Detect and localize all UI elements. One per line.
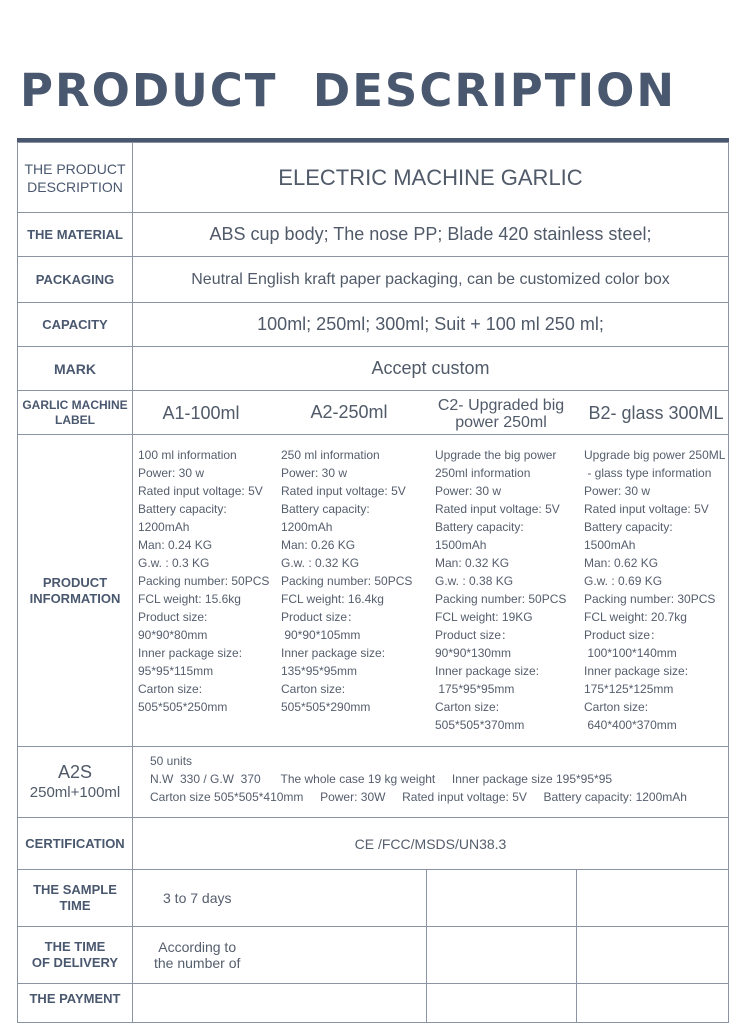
product-info-label: PRODUCT INFORMATION [17, 434, 133, 747]
info-line: Man: 0.32 KG [435, 556, 510, 570]
certification-value: CE /FCC/MSDS/UN38.3 [132, 817, 729, 870]
info-line: 1200mAh [281, 520, 333, 534]
sample-time-blank-1 [426, 869, 577, 927]
info-line: Power: 30 w [435, 484, 502, 498]
capacity-value: 100ml; 250ml; 300ml; Suit + 100 ml 250 ml; [132, 302, 729, 347]
info-line: Upgrade big power 250ML [584, 448, 726, 462]
info-line: Power: 30 w [281, 466, 348, 480]
info-line: FCL weight: 16.4kg [281, 592, 384, 606]
info-line: 100 ml information [138, 448, 237, 462]
info-line: 175*125*125mm [584, 682, 674, 696]
info-line: Rated input voltage: 5V [138, 484, 263, 498]
sample-time-value: 3 to 7 days [132, 869, 427, 927]
sample-time-blank-2 [576, 869, 729, 927]
info-line: Battery capacity: [435, 520, 524, 534]
info-line: Battery capacity: [281, 502, 370, 516]
info-line: 250ml information [435, 466, 531, 480]
mark-value: Accept custom [132, 346, 729, 391]
info-line: Inner package size: [138, 646, 243, 660]
material-label: THE MATERIAL [17, 212, 133, 257]
delivery-time-blank-1 [426, 926, 577, 984]
info-line: 505*505*290mm [281, 700, 371, 714]
info-line: 90*90*130mm [435, 646, 512, 660]
a2s-label-line1: A2S [57, 762, 93, 782]
info-line: Packing number: 50PCS [138, 574, 270, 588]
a2s-label-line2: 250ml+100ml [29, 784, 121, 801]
info-line: G.w. : 0.32 KG [281, 556, 360, 570]
info-line: Inner package size: [281, 646, 386, 660]
info-line: Product size： [584, 628, 663, 642]
info-line: 1500mAh [584, 538, 636, 552]
variant-a2: A2-250ml [310, 402, 388, 422]
info-line: Product size： [435, 628, 514, 642]
description-label: THE PRODUCT DESCRIPTION [17, 142, 133, 213]
info-line: 250 ml information [281, 448, 380, 462]
delivery-time-blank-2 [576, 926, 729, 984]
variant-c2: C2- Upgraded big power 250ml [437, 397, 565, 431]
info-line: G.w. : 0.69 KG [584, 574, 663, 588]
info-line: 505*505*250mm [138, 700, 228, 714]
payment-label: THE PAYMENT [17, 983, 133, 1023]
info-line: - glass type information [584, 466, 712, 480]
description-value: ELECTRIC MACHINE GARLIC [132, 142, 729, 213]
info-line: 505*505*370mm [435, 718, 525, 732]
variant-a1: A1-100ml [162, 403, 240, 423]
material-value: ABS cup body; The nose PP; Blade 420 stainless steel; [132, 212, 729, 257]
info-line: Carton size: [281, 682, 346, 696]
a2s-line: N.W 330 / G.W 370 The whole case 19 kg weight Inner package size 195*95*95 [150, 772, 613, 786]
info-line: 95*95*115mm [138, 664, 214, 678]
info-line: Carton size: [584, 700, 649, 714]
info-line: Man: 0.24 KG [138, 538, 213, 552]
info-column-a2 [281, 446, 412, 716]
info-line: Power: 30 w [584, 484, 651, 498]
info-line: Product size: [138, 610, 208, 624]
payment-blank-2 [576, 983, 729, 1023]
info-line: Battery capacity: [138, 502, 227, 516]
info-line: Rated input voltage: 5V [281, 484, 406, 498]
variant-b2: B2- glass 300ML [588, 403, 724, 423]
info-line: 135*95*95mm [281, 664, 358, 678]
info-line: Packing number: 50PCS [435, 592, 567, 606]
info-column-a1 [138, 446, 269, 716]
delivery-time-label: THE TIME OF DELIVERY [17, 926, 133, 984]
a2s-line: Carton size 505*505*410mm Power: 30W Rated input voltage: 5V Battery capacity: 1200mAh [150, 790, 687, 804]
info-line: Rated input voltage: 5V [584, 502, 709, 516]
delivery-time-value: According to the number of [132, 926, 427, 984]
info-line: 175*95*95mm [435, 682, 515, 696]
a2s-details [150, 752, 687, 806]
info-line: Power: 30 w [138, 466, 205, 480]
info-line: FCL weight: 20.7kg [584, 610, 687, 624]
info-line: FCL weight: 15.6kg [138, 592, 241, 606]
info-line: Carton size: [138, 682, 203, 696]
info-column-b2 [584, 446, 725, 734]
packaging-value: Neutral English kraft paper packaging, can be customized color box [132, 256, 729, 303]
info-line: Battery capacity: [584, 520, 673, 534]
info-line: Rated input voltage: 5V [435, 502, 560, 516]
info-line: Carton size: [435, 700, 500, 714]
info-line: 100*100*140mm [584, 646, 677, 660]
capacity-label: CAPACITY [17, 302, 133, 347]
info-line: Inner package size: [435, 664, 540, 678]
payment-value-cell [132, 983, 427, 1023]
info-line: G.w. : 0.3 KG [138, 556, 210, 570]
info-line: Upgrade the big power [435, 448, 557, 462]
mark-label: MARK [17, 346, 133, 391]
info-line: 1500mAh [435, 538, 487, 552]
info-line: Inner package size: [584, 664, 689, 678]
garlic-label-label: GARLIC MACHINE LABEL [17, 390, 133, 435]
sample-time-label: THE SAMPLE TIME [17, 869, 133, 927]
info-line: Packing number: 30PCS [584, 592, 716, 606]
info-line: FCL weight: 19KG [435, 610, 533, 624]
payment-blank-1 [426, 983, 577, 1023]
a2s-label [17, 746, 133, 818]
info-line: Man: 0.62 KG [584, 556, 659, 570]
info-line: G.w. : 0.38 KG [435, 574, 514, 588]
info-line: Product size： [281, 610, 360, 624]
info-line: 1200mAh [138, 520, 190, 534]
page-title: PRODUCT DESCRIPTION [20, 64, 677, 117]
info-line: Packing number: 50PCS [281, 574, 413, 588]
info-line: 640*400*370mm [584, 718, 677, 732]
info-line: 90*90*105mm [281, 628, 361, 642]
a2s-line: 50 units [150, 754, 193, 768]
info-column-c2 [435, 446, 566, 734]
packaging-label: PACKAGING [17, 256, 133, 303]
info-line: 90*90*80mm [138, 628, 208, 642]
certification-label: CERTIFICATION [17, 817, 133, 870]
info-line: Man: 0.26 KG [281, 538, 356, 552]
